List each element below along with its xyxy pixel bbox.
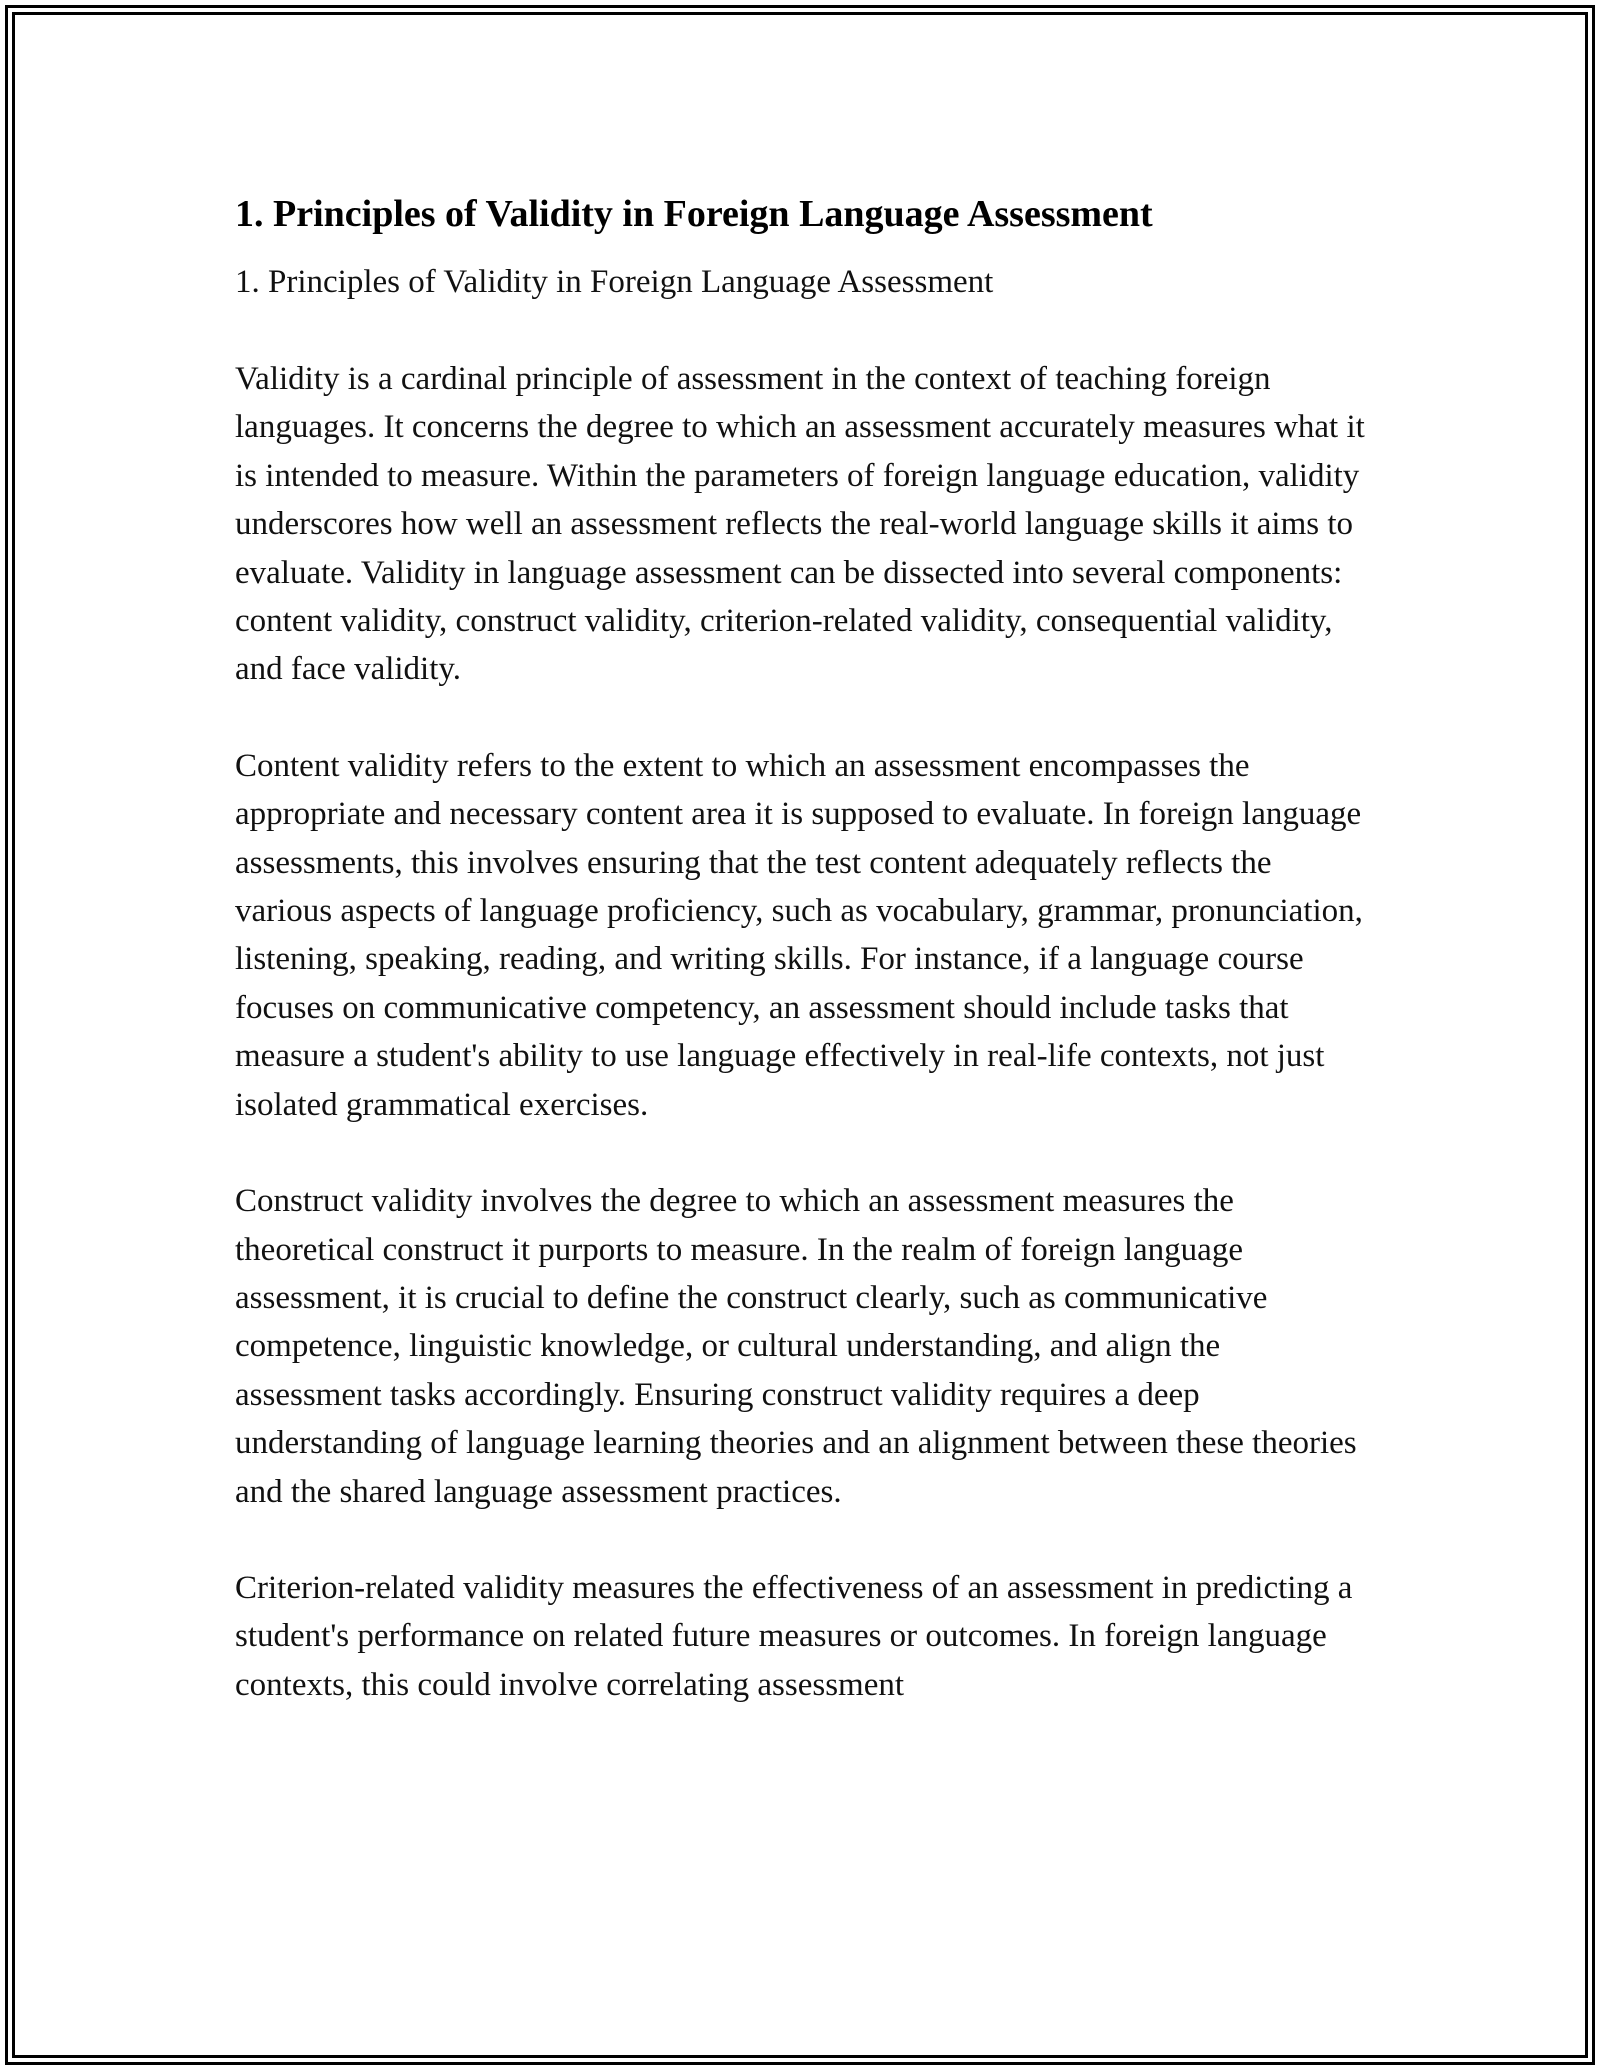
- paragraph-validity-intro: Validity is a cardinal principle of assessment in the context of teaching foreign languages. It concerns the degree to which an assessment accurately measures what it is intended to measure. Within the parameters of foreign language education, validity underscores how well an assessment reflects the real-world language skills it aims to evaluate. Validity in language assessment can be dissected into several components: content validity, construct validity, criterion-related validity, consequential validity, and face validity.: [235, 361, 1365, 688]
- paragraph-content-validity: Content validity refers to the extent to which an assessment encompasses the appropriate and necessary content area it is supposed to evaluate. In foreign language assessments, this involves ensuring that the test content adequately reflects the various aspects of language proficiency, such as vocabulary, grammar, pronunciation, listening, speaking, reading, and writing skills. For instance, if a language course focuses on communicative competency, an assessment should include tasks that measure a student's ability to use language effectively in real-life contexts, not just isolated grammatical exercises.: [235, 747, 1363, 1123]
- paragraph-criterion-validity: Criterion-related validity measures the effectiveness of an assessment in predicting a student's performance on related future measures or outcomes. In foreign language contexts, this could involve correlating assessment: [235, 1569, 1353, 1703]
- page-title: 1. Principles of Validity in Foreign Language Assessment: [235, 193, 1153, 235]
- document-body: [235, 186, 1375, 1757]
- section-subheading: 1. Principles of Validity in Foreign Language Assessment: [235, 264, 994, 300]
- paragraph-construct-validity: Construct validity involves the degree to which an assessment measures the theoretical construct it purports to measure. In the realm of foreign language assessment, it is crucial to define the construct clearly, such as communicative competence, linguistic knowledge, or cultural understanding, and align the assessment tasks accordingly. Ensuring construct validity requires a deep understanding of language learning theories and an alignment between these theories and the shared language assessment practices.: [235, 1183, 1357, 1510]
